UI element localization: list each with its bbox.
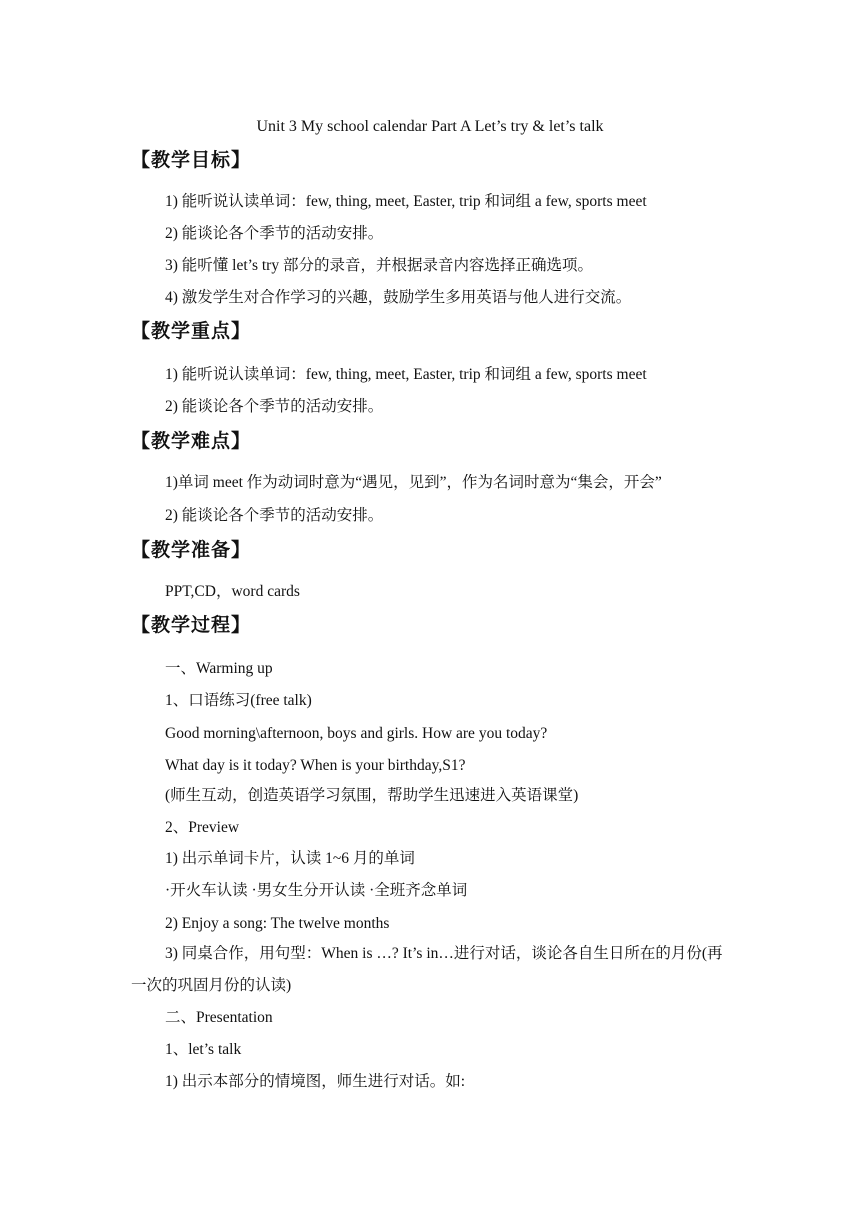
preparation-text: PPT,CD，word cards xyxy=(165,583,300,600)
process-paragraph-pair-work: 3) 同桌合作，用句型：When is …? It’s in…进行对话，谈论各自生日所在的月份(再一次的巩固月份的认读) xyxy=(131,945,723,994)
difficult-point-item-2: 2) 能谈论各个季节的活动安排。 xyxy=(165,507,384,524)
difficult-point-item-1: 1)单词 meet 作为动词时意为“遇见，见到”，作为名词时意为“集会，开会” xyxy=(165,474,662,491)
process-line-7: 1) 出示单词卡片，认读 1~6 月的单词 xyxy=(165,850,415,867)
process-line-1: 一、Warming up xyxy=(165,660,273,677)
objective-item-3: 3) 能听懂 let’s try 部分的录音，并根据录音内容选择正确选项。 xyxy=(165,257,593,274)
heading-preparation: 【教学准备】 xyxy=(131,539,252,561)
process-line-6: 2、Preview xyxy=(165,819,240,836)
objective-item-4: 4) 激发学生对合作学习的兴趣，鼓励学生多用英语与他人进行交流。 xyxy=(165,289,632,306)
process-line-5: (师生互动，创造英语学习氛围，帮助学生迅速进入英语课堂) xyxy=(165,787,579,804)
process-line-11: 二、Presentation xyxy=(165,1009,273,1026)
key-point-item-1: 1) 能听说认读单词：few, thing, meet, Easter, trip 和词组 a few, sports meet xyxy=(165,366,647,383)
process-line-2: 1、口语练习(free talk) xyxy=(165,692,312,709)
document-title: Unit 3 My school calendar Part A Let’s try & let’s talk xyxy=(256,118,604,135)
heading-objectives: 【教学目标】 xyxy=(131,149,252,171)
objective-item-1: 1) 能听说认读单词：few, thing, meet, Easter, trip 和词组 a few, sports meet xyxy=(165,193,647,210)
objective-item-2: 2) 能谈论各个季节的活动安排。 xyxy=(165,225,384,242)
heading-difficult-points: 【教学难点】 xyxy=(131,430,252,452)
process-line-8: ·开火车认读 ·男女生分开认读 ·全班齐念单词 xyxy=(165,882,468,899)
process-line-13: 1) 出示本部分的情境图，师生进行对话。如: xyxy=(165,1073,466,1090)
heading-process: 【教学过程】 xyxy=(131,614,252,636)
heading-key-points: 【教学重点】 xyxy=(131,320,252,342)
process-line-12: 1、let’s talk xyxy=(165,1041,242,1058)
process-line-4: What day is it today? When is your birthday,S1? xyxy=(165,757,466,774)
process-line-9: 2) Enjoy a song: The twelve months xyxy=(165,915,390,932)
process-line-3: Good morning\afternoon, boys and girls. How are you today? xyxy=(165,725,548,742)
key-point-item-2: 2) 能谈论各个季节的活动安排。 xyxy=(165,398,384,415)
